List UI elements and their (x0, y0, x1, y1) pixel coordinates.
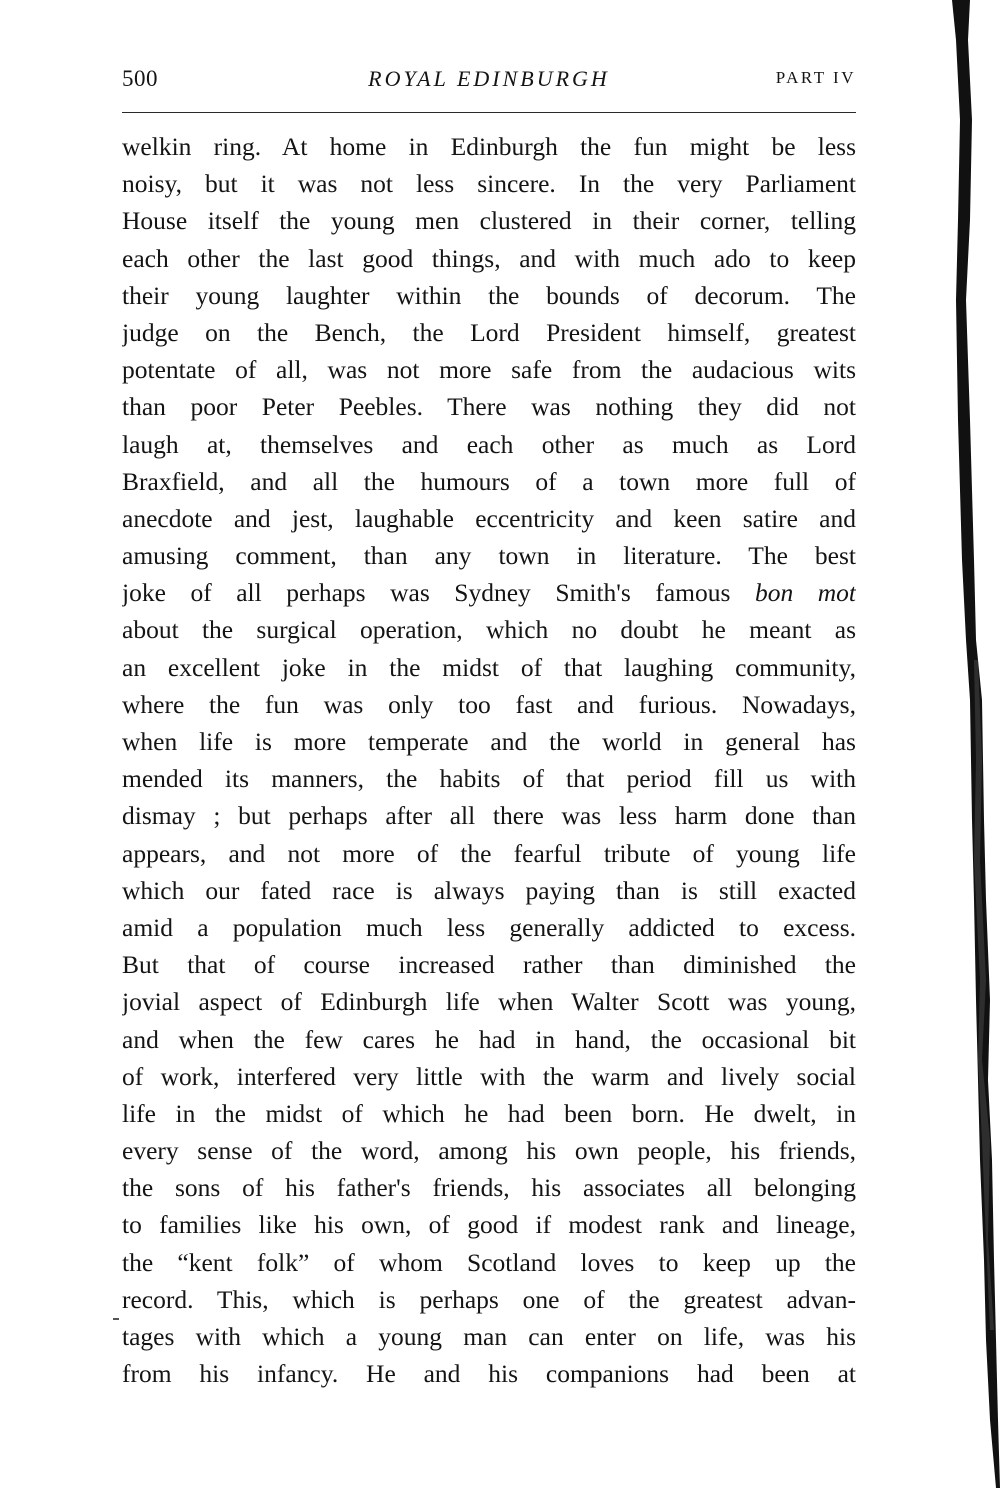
text-line: and when the few cares he had in hand, the occasional bit (122, 1024, 856, 1054)
book-title: ROYAL EDINBURGH (368, 66, 610, 91)
body-text (122, 128, 856, 1392)
text-line: Braxfield, and all the humours of a town more full of (122, 466, 856, 496)
text-line: potentate of all, was not more safe from the audacious wits (122, 355, 856, 385)
text-line: life in the midst of which he had been born. He dwelt, in (122, 1098, 856, 1128)
text-line: dismay ; but perhaps after all there was less harm done than (122, 801, 856, 831)
text-line: an excellent joke in the midst of that laughing community, (122, 652, 856, 682)
text-line: from his infancy. He and his companions had been at (122, 1359, 856, 1389)
italic-phrase: bon mot (754, 578, 856, 608)
text-line: when life is more temperate and the world in general has (122, 727, 856, 756)
text-line: to families like his own, of good if modest rank and lineage, (122, 1210, 856, 1240)
text-line: laugh at, themselves and each other as much as Lord (122, 429, 856, 459)
text-line: than poor Peter Peebles. There was nothing they did not (122, 392, 856, 422)
text-line-with-italic (122, 574, 856, 611)
text-line: mended its manners, the habits of that period fill us with (122, 764, 856, 794)
text-line: welkin ring. At home in Edinburgh the fun might be less (122, 132, 856, 161)
text-line: But that of course increased rather than diminished the (122, 950, 856, 980)
text-line: the sons of his father's friends, his associates all belonging (122, 1173, 856, 1203)
text-line: anecdote and jest, laughable eccentricity and keen satire and (122, 503, 856, 533)
text-line: amusing comment, than any town in literature. The best (122, 541, 856, 571)
text-line: amid a population much less generally addicted to excess. (122, 912, 856, 942)
text-line: House itself the young men clustered in their corner, telling (122, 206, 856, 236)
binding-shadow (930, 0, 1000, 1488)
text-line: noisy, but it was not less sincere. In the very Parliament (122, 169, 856, 199)
header-rule (122, 112, 856, 113)
text-line: which our fated race is always paying than is still exacted (122, 875, 856, 905)
text-line: tages with which a young man can enter on life, was his (122, 1322, 856, 1351)
text-line: where the fun was only too fast and furious. Nowadays, (122, 689, 856, 719)
running-head (122, 66, 856, 98)
text-line: judge on the Bench, the Lord President himself, greatest (122, 317, 856, 347)
page-number: 500 (122, 66, 158, 91)
text-line: appears, and not more of the fearful tribute of young life (122, 838, 856, 868)
scan-speck (113, 1318, 119, 1320)
text-line-lead: joke of all perhaps was Sydney Smith's famous (122, 578, 731, 608)
text-line: about the surgical operation, which no doubt he meant as (122, 615, 856, 645)
text-line: the “kent folk” of whom Scotland loves to keep up the (122, 1247, 856, 1277)
text-line: every sense of the word, among his own people, his friends, (122, 1136, 856, 1166)
text-line: each other the last good things, and with much ado to keep (122, 243, 856, 273)
part-label: PART IV (775, 68, 856, 87)
text-line: record. This, which is perhaps one of the greatest advan- (122, 1284, 856, 1314)
text-line: of work, interfered very little with the warm and lively social (122, 1061, 856, 1091)
text-line: jovial aspect of Edinburgh life when Walter Scott was young, (122, 987, 856, 1017)
text-line: their young laughter within the bounds of decorum. The (122, 280, 856, 310)
